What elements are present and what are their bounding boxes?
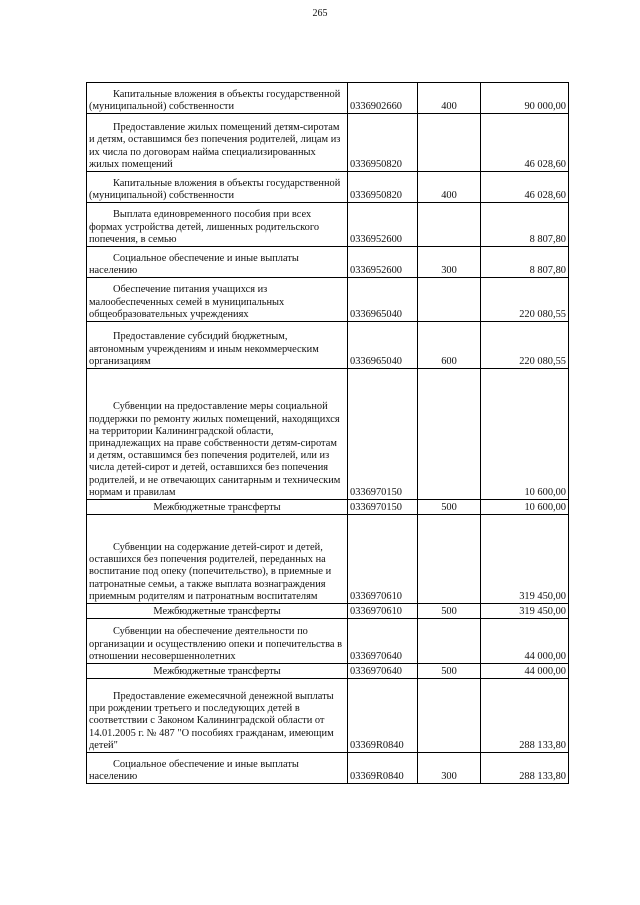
table-row	[87, 619, 569, 664]
row-expense-type: 300	[418, 753, 481, 784]
row-expense-type	[418, 679, 481, 753]
row-code: 0336952600	[348, 247, 418, 278]
row-description: Обеспечение питания учащихся из малообеспеченных семей в муниципальных общеобразовательных учреждениях	[87, 278, 348, 322]
table-row	[87, 753, 569, 784]
row-expense-type: 300	[418, 247, 481, 278]
row-code: 0336970150	[348, 369, 418, 500]
row-description: Капитальные вложения в объекты государственной (муниципальной) собственности	[87, 172, 348, 203]
row-description: Субвенции на обеспечение деятельности по организации и осуществлению опеки и попечительства в отношении несовершеннолетних	[87, 619, 348, 664]
row-description: Предоставление ежемесячной денежной выплаты при рождении третьего и последующих детей в соответствии с Законом Калининградской области от 14.01.2005 г. № 487 "О пособиях гражданам, имеющим детей"	[87, 679, 348, 753]
row-amount: 46 028,60	[481, 114, 569, 172]
row-amount: 44 000,00	[481, 664, 569, 679]
table-row	[87, 203, 569, 247]
row-code: 0336965040	[348, 278, 418, 322]
row-expense-type: 500	[418, 604, 481, 619]
row-description: Межбюджетные трансферты	[87, 664, 348, 679]
table-row	[87, 604, 569, 619]
row-expense-type: 500	[418, 664, 481, 679]
row-expense-type	[418, 619, 481, 664]
table-row	[87, 114, 569, 172]
row-amount: 319 450,00	[481, 604, 569, 619]
row-amount: 10 600,00	[481, 369, 569, 500]
row-code: 03369R0840	[348, 753, 418, 784]
row-code: 0336970640	[348, 619, 418, 664]
row-code: 0336970610	[348, 515, 418, 604]
row-code: 0336950820	[348, 114, 418, 172]
row-description: Субвенции на содержание детей-сирот и детей, оставшихся без попечения родителей, переданных на воспитание под опеку (попечительство), в приемные и патронатные семьи, а также выплата вознаграждения приемным родителям и патронатным воспитателям	[87, 515, 348, 604]
row-expense-type: 400	[418, 83, 481, 114]
table-row	[87, 500, 569, 515]
row-description: Межбюджетные трансферты	[87, 604, 348, 619]
table-row	[87, 278, 569, 322]
table-row	[87, 247, 569, 278]
row-amount: 44 000,00	[481, 619, 569, 664]
row-description: Выплата единовременного пособия при всех формах устройства детей, лишенных родительского попечения, в семью	[87, 203, 348, 247]
row-description: Предоставление субсидий бюджетным, автономным учреждениям и иным некоммерческим организациям	[87, 322, 348, 369]
row-expense-type	[418, 278, 481, 322]
table-row	[87, 679, 569, 753]
row-description: Предоставление жилых помещений детям-сиротам и детям, оставшимся без попечения родителей, лицам из их числа по договорам найма специализированных жилых помещений	[87, 114, 348, 172]
row-amount: 319 450,00	[481, 515, 569, 604]
row-amount: 220 080,55	[481, 322, 569, 369]
row-expense-type: 600	[418, 322, 481, 369]
row-description: Межбюджетные трансферты	[87, 500, 348, 515]
page-number: 265	[312, 8, 328, 19]
row-description: Капитальные вложения в объекты государственной (муниципальной) собственности	[87, 83, 348, 114]
row-code: 03369R0840	[348, 679, 418, 753]
row-expense-type: 400	[418, 172, 481, 203]
row-code: 0336965040	[348, 322, 418, 369]
row-code: 0336950820	[348, 172, 418, 203]
row-description: Социальное обеспечение и иные выплаты населению	[87, 753, 348, 784]
row-code: 0336902660	[348, 83, 418, 114]
row-amount: 10 600,00	[481, 500, 569, 515]
table-row	[87, 664, 569, 679]
row-code: 0336952600	[348, 203, 418, 247]
row-expense-type	[418, 114, 481, 172]
row-description: Субвенции на предоставление меры социальной поддержки по ремонту жилых помещений, находящихся на территории Калининградской области, принадлежащих на праве собственности детям-сиротам и детям, оставшимся без попечения родителей, или из числа детей-сирот и детей, оставшихся без попечения родителей, и не отвечающих санитарным и техническим нормам и правилам	[87, 369, 348, 500]
table-row	[87, 83, 569, 114]
row-amount: 288 133,80	[481, 753, 569, 784]
row-expense-type	[418, 515, 481, 604]
table-row	[87, 369, 569, 500]
row-amount: 8 807,80	[481, 203, 569, 247]
row-amount: 46 028,60	[481, 172, 569, 203]
table-row	[87, 172, 569, 203]
row-amount: 8 807,80	[481, 247, 569, 278]
row-amount: 220 080,55	[481, 278, 569, 322]
row-expense-type	[418, 203, 481, 247]
row-code: 0336970610	[348, 604, 418, 619]
row-code: 0336970640	[348, 664, 418, 679]
table-row	[87, 322, 569, 369]
row-expense-type: 500	[418, 500, 481, 515]
row-description: Социальное обеспечение и иные выплаты населению	[87, 247, 348, 278]
row-amount: 288 133,80	[481, 679, 569, 753]
row-amount: 90 000,00	[481, 83, 569, 114]
row-expense-type	[418, 369, 481, 500]
row-code: 0336970150	[348, 500, 418, 515]
table-row	[87, 515, 569, 604]
budget-table	[86, 82, 569, 784]
